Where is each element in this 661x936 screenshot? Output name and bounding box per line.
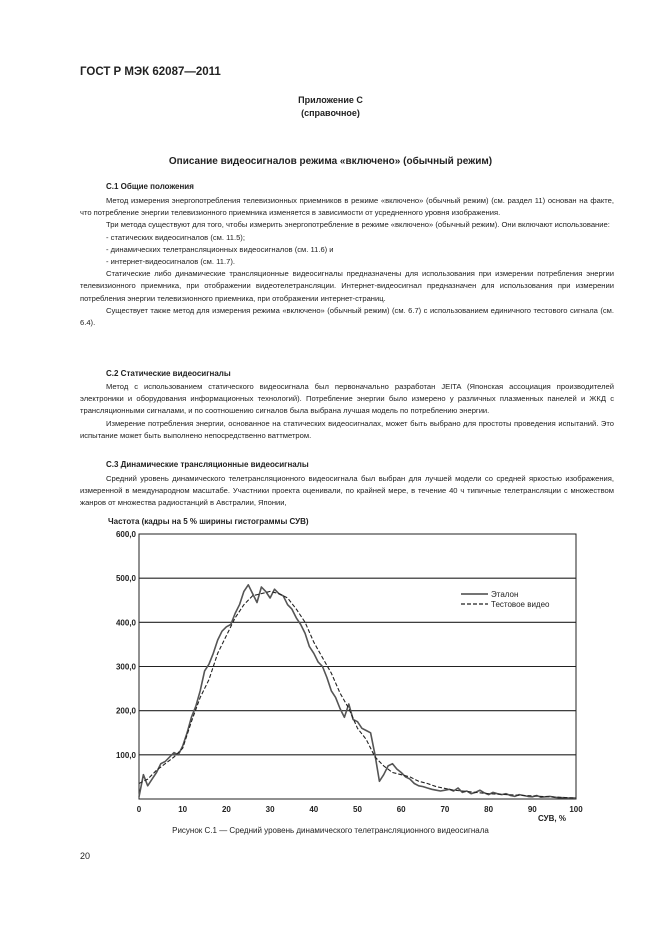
series-line-reference — [139, 585, 576, 798]
section-c2-paragraph: Метод с использованием статического видеосигнала был первоначально разработан JEITA (Японская ассоциация производителей электроники и оборудования информационных технологий). Потребление энергии было измерено у различных плазменных панелей и ЖКД с трансляционными сигналами, и по соотношению сигналов была выбрана лучшая модель по потреблению энергии. — [80, 382, 614, 416]
legend-label-reference: Эталон — [491, 590, 519, 599]
x-tick-label: 30 — [265, 805, 275, 814]
legend — [461, 590, 550, 609]
y-tick-label: 500,0 — [115, 574, 136, 584]
page-heading: Описание видеосигналов режима «включено» (обычный режим) — [168, 156, 493, 167]
section-c1-paragraph: Статические либо динамические трансляционные видеосигналы предназначены для использования при измерении потребления энергии телевизионного приемника, при отображении видеотелетрансляции. Интернет-видеосигнал предназначен для использования при измерении потребления энергии телевизионного приемника, при отображении интернет-страниц. — [80, 269, 614, 303]
list-item: - интернет-видеосигналов (см. 11.7). — [80, 256, 614, 268]
x-tick-label: 80 — [484, 805, 494, 814]
annex-note: (справочное) — [301, 108, 360, 118]
page-number: 20 — [80, 851, 91, 861]
y-tick-label: 200,0 — [115, 706, 136, 716]
x-tick-label: 40 — [309, 805, 319, 814]
x-tick-label: 70 — [440, 805, 450, 814]
y-tick-label: 100,0 — [115, 750, 136, 760]
section-c2-paragraph: Измерение потребления энергии, основанное на статических видеосигналах, может быть выбрано для простоты проведения испытаний. Это испытание может быть выполнено непосредственно ваттметром. — [80, 418, 614, 440]
figure-caption: Рисунок С.1 — Средний уровень динамического телетрансляционного видеосигнала — [172, 826, 489, 835]
list-item: - динамических телетрансляционных видеосигналов (см. 11.6) и — [80, 244, 614, 256]
y-tick-label: 600,0 — [115, 530, 136, 539]
list-item: - статических видеосигналов (см. 11.5); — [80, 232, 614, 244]
x-tick-label: 100 — [569, 805, 583, 814]
standard-code: ГОСТ Р МЭК 62087—2011 — [80, 66, 221, 78]
section-c3-paragraph: Средний уровень динамического телетрансляционного видеосигнала был выбран для лучшей модели со средней яркостью изображения, измеренной в международном масштабе. Участники проекта оценивали, по крайней мере, в течение 40 ч типичные телетрансляции с множеством жанров от множества радиостанций в Австралии, Японии, — [80, 474, 614, 508]
x-tick-label: 90 — [527, 805, 537, 814]
y-axis-label: Частота (кадры на 5 % ширины гистограммы СУВ) — [108, 517, 309, 526]
section-c2-title: С.2 Статические видеосигналы — [106, 369, 231, 378]
x-axis-label: СУВ, % — [538, 814, 566, 823]
section-c1-paragraph: Три метода существуют для того, чтобы измерить энергопотребление в режиме «включено» (обычный режим). Они включают использование: — [106, 220, 610, 230]
x-tick-label: 10 — [178, 805, 188, 814]
y-tick-label: 400,0 — [115, 618, 136, 628]
section-c3-title: С.3 Динамические трансляционные видеосигналы — [106, 460, 309, 469]
section-c1-title: С.1 Общие положения — [106, 182, 194, 191]
x-tick-label: 0 — [136, 805, 142, 814]
section-c1-paragraph: Метод измерения энергопотребления телевизионных приемников в режиме «включено» (обычный режим) (см. раздел 11) основан на факте, что потребление энергии телевизионного приемника изменяется в зависимости от усредненного уровня изображения. — [80, 196, 614, 218]
x-tick-label: 50 — [353, 805, 362, 814]
section-c1-paragraph: Существует также метод для измерения режима «включено» (обычный режим) (см. 6.7) с использованием единичного тестового сигнала (см. 6.4). — [80, 305, 614, 328]
y-tick-label: 300,0 — [115, 662, 136, 672]
x-tick-label: 60 — [396, 805, 406, 814]
annex-title: Приложение С — [298, 95, 363, 105]
legend-label-test: Тестовое видео — [491, 600, 550, 609]
x-tick-label: 20 — [221, 805, 231, 814]
